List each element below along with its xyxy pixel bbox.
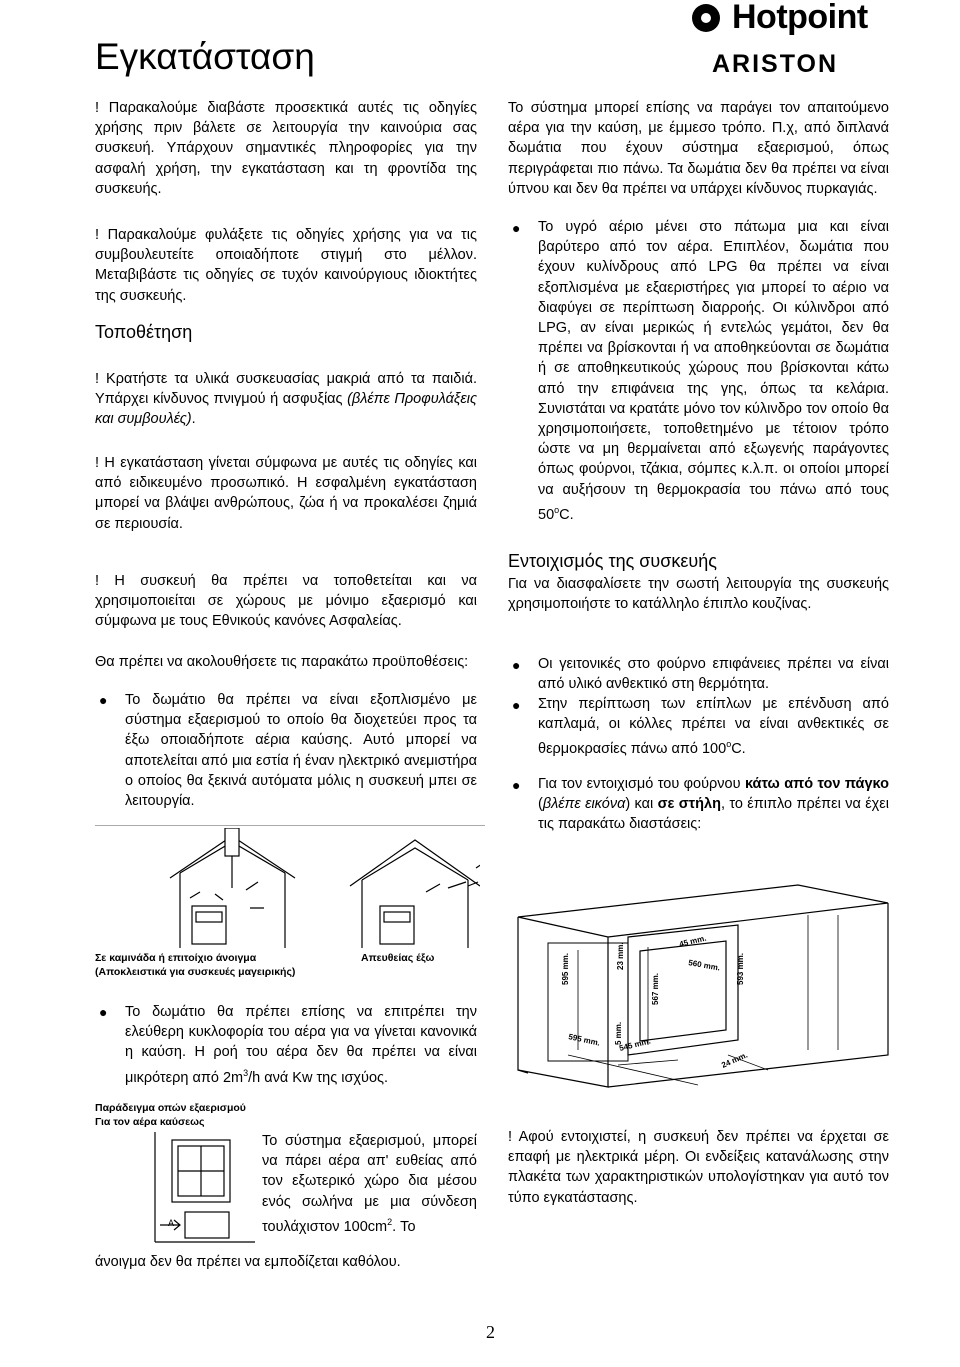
- cabinet-dimensions-bullet: Για τον εντοιχισμό του φούρνου κάτω από τον πάγκο (βλέπε εικόνα) και σε στήλη, το έπιπλο πρέπει να έχει τις παρακάτω διαστάσεις:: [538, 776, 889, 833]
- direct-outside-house-diagram: [350, 840, 480, 948]
- bullet-icon: ●: [512, 697, 521, 713]
- airflow-bullet: Το δωμάτιο θα πρέπει επίσης να επιτρέπει την ελεύθερη κυκλοφορία του αέρα για να γίνεται κανονικά η καύση. Η ροή του αέρα δεν θα πρέπει να είναι μικρότερη από $2m^3/h$ ανά Kw της ισχύος.: [125, 1004, 477, 1086]
- dim-label: 595 mm.: [561, 952, 570, 985]
- packaging-warning: ! Κρατήστε τα υλικά συσκευασίας μακριά από τα παιδιά. Υπάρχει κίνδυνος πνιγμού ή ασφυξίας (βλέπε Προφυλάξεις και συμβουλές).: [95, 371, 478, 428]
- brand-top: Hotpoint: [732, 0, 868, 36]
- ventilation-diagram: [150, 828, 480, 948]
- heat-resistant-bullet: Οι γειτονικές στο φούρνο επιφάνειες πρέπει να είναι από υλικό ανθεκτικό στη θερμότητα.: [538, 656, 889, 693]
- dim-label: 560 mm.: [687, 958, 721, 973]
- bullet-icon: ●: [99, 692, 108, 708]
- cabinet-diagram: [508, 855, 893, 1090]
- dim-label: 45 mm.: [678, 933, 708, 949]
- requirements-intro: Θα πρέπει να ακολουθήσετε τις παρακάτω προϋποθέσεις:: [95, 654, 469, 670]
- caption-chimney: Σε καμινάδα ή επιτοίχιο άνοιγμα (Αποκλειστικά για συσκευές μαγειρικής): [95, 952, 296, 978]
- dim-label: 24 mm.: [720, 1050, 750, 1070]
- dim-label: 23 mm.: [616, 942, 625, 970]
- dim-label: 5 mm.: [614, 1021, 623, 1045]
- placement-heading: Τοποθέτηση: [95, 322, 193, 342]
- divider: [95, 825, 485, 826]
- intro-paragraph: ! Παρακαλούμε διαβάστε προσεκτικά αυτές τις οδηγίες χρήσης πριν βάλετε σε λειτουργία την καινούρια σας συσκευή. Υπάρχουν σημαντικές πληροφορίες για την ασφαλή χρήση, την εγκατάσταση και τη φροντίδα της συσκευής.: [95, 100, 477, 197]
- vent-label-a: A: [168, 1218, 175, 1228]
- room-ventilation-bullet: Το δωμάτιο θα πρέπει να είναι εξοπλισμένο με σύστημα εξαερισμού το οποίο θα διοχετεύει προς τα έξω οποιαδήποτε αέρια καύσης. Αυτό μπορεί να αποτελείται από μια εστία ή έναν ηλεκτρικό ανεμιστήρα ο οποίος θα ξεκινά αυτόματα μόλις η συσκευή μπει σε λειτουργία.: [125, 692, 477, 810]
- builtin-heading: Εντοιχισμός της συσκευής: [508, 551, 717, 571]
- hotpoint-logo-icon: [692, 4, 720, 32]
- vent-system-paragraph-end: άνοιγμα δεν θα πρέπει να εμποδίζεται καθόλου.: [95, 1254, 401, 1270]
- chimney-house-diagram: [170, 828, 295, 948]
- vent-opening-diagram: [150, 1130, 260, 1245]
- dim-label: 567 mm.: [651, 972, 660, 1005]
- dim-label: 593 mm.: [736, 952, 745, 985]
- brand-logo: [690, 0, 890, 80]
- dim-label: 545 mm.: [618, 1036, 652, 1053]
- indirect-air-paragraph: Το σύστημα μπορεί επίσης να παράγει τον απαιτούμενο αέρα για την καύση, με έμμεσο τρόπο. Π.χ, από διπλανά δωμάτια που έχουν σύστημα εξαερισμού, όπως περιγράφεται πιο πάνω. Τα δωμάτια δεν θα πρέπει να είναι ύπνου και δεν θα πρέπει να υπάρχει κίνδυνος πυρκαγιάς.: [508, 100, 889, 197]
- page-title: Εγκατάσταση: [95, 36, 315, 77]
- builtin-intro: Για να διασφαλίσετε την σωστή λειτουργία της συσκευής χρησιμοποιήστε το κατάλληλο έπιπλο κουζίνας.: [508, 576, 889, 613]
- installation-warning: ! Η εγκατάσταση γίνεται σύμφωνα με αυτές τις οδηγίες και από ειδικευμένο προσωπικό. Η εσφαλμένη εγκατάσταση μπορεί να βλάψει ανθρώπους, ζώα ή να προκαλέσει ζημιά σε περιουσία.: [95, 455, 477, 532]
- after-install-note: ! Αφού εντοιχιστεί, η συσκευή δεν πρέπει να έρχεται σε επαφή με ηλεκτρικά μέρη. Οι ενδείξεις κατανάλωσης στην πλακέτα των χαρακτηριστικών υπολογίστηκαν για αυτό τον τύπο εγκατάστασης.: [508, 1129, 889, 1206]
- page-number: 2: [486, 1322, 495, 1342]
- ventilation-warning: ! Η συσκευή θα πρέπει να τοποθετείται και να χρησιμοποιείται σε χώρους με μόνιμο εξαερισμό και σύμφωνα με τους Εθνικούς κανόνες Ασφαλείας.: [95, 573, 477, 630]
- bullet-icon: ●: [512, 220, 521, 236]
- lpg-bullet: Το υγρό αέριο μένει στο πάτωμα μια και είναι βαρύτερο από τον αέρα. Επιπλέον, δωμάτια που έχουν κυλίνδρους από LPG θα πρέπει να είναι εξοπλισμένα με εξαεριστήρες για μπορεί το αέριο να διαφύγει σε περίπτωση διαρροής. Οι κύλινδροι από LPG, αν είναι μερικώς ή εντελώς γεμάτοι, δεν θα πρέπει να βρίσκονται ή να αποθηκεύονται σε δωμάτια ή σε αποθηκευτικούς χώρους που βρίσκονται κάτω από την επιφάνεια της γης, όπως τα κελάρια. Συνιστάται να κρατάτε μόνο τον κύλινδρο τον οποίο θα χρησιμοποιήσετε, τοποθετημένο με τέτοιον τρόπο ώστε να μη θερμαίνεται από εξωγενής παράγοντες όπως φούρνοι, τζάκια, σόμπες κ.λ.π. οι οποίοι μπορεί να αυξήσουν τη θερμοκρασία του πάνω από τους 50$^o$C.: [538, 219, 889, 523]
- brand-bottom: ARISTON: [712, 50, 839, 78]
- caption-direct: Απευθείας έξω: [361, 952, 435, 964]
- caption-vent-example: Παράδειγμα οπών εξαερισμού Για τον αέρα καύσεως: [95, 1102, 246, 1128]
- bullet-icon: ●: [512, 777, 521, 793]
- bullet-icon: ●: [99, 1004, 108, 1020]
- keep-instructions-paragraph: ! Παρακαλούμε φυλάξετε τις οδηγίες χρήσης για να τις συμβουλευτείτε οποιαδήποτε στιγμή στο μέλλον. Μεταβιβάστε τις οδηγίες σε τυχόν καινούργιους ιδιοκτήτες της συσκευής.: [95, 227, 477, 304]
- dim-label: 595 mm.: [567, 1032, 601, 1048]
- bullet-icon: ●: [512, 657, 521, 673]
- veneer-bullet: Στην περίπτωση των επίπλων με επένδυση από καπλαμά, οι κόλλες πρέπει να είναι ανθεκτικές σε θερμοκρασίες πάνω από 100$^o$C.: [538, 696, 889, 758]
- vent-system-paragraph: Το σύστημα εξαερισμού, μπορεί να πάρει αέρα απ' ευθείας από τον εξωτερικό χώρο δια μέσου ενός σωλήνα με μια σύνδεση τουλάχιστον $100cm^2$. Το: [262, 1133, 477, 1235]
